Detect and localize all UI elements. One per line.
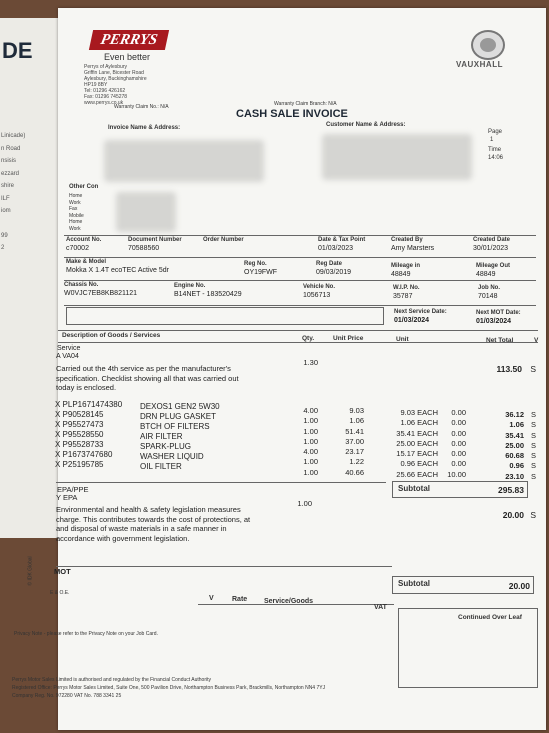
job-no: 70148 xyxy=(478,293,498,300)
contact-type: Work xyxy=(69,225,81,232)
next-service-date: 01/03/2024 xyxy=(394,317,430,324)
redacted-contacts xyxy=(116,192,176,232)
part-total: 23.10 xyxy=(505,471,524,481)
part-qty: 4.00 xyxy=(303,447,318,457)
created-by: Amy Marsters xyxy=(391,245,435,252)
divider xyxy=(56,566,392,567)
dealer-address xyxy=(84,64,174,106)
part-units xyxy=(386,408,438,480)
page-number: 1 xyxy=(490,137,494,143)
wip-no-label: W.I.P. No. xyxy=(393,285,420,291)
part-total: 36.12 xyxy=(505,410,524,419)
part-discount: 0.00 xyxy=(451,438,466,448)
unit-header: Unit xyxy=(396,336,409,343)
background-document-lines xyxy=(1,130,25,255)
part-name: DRN PLUG GASKET xyxy=(140,412,217,421)
next-mot-label: Next MOT Date: xyxy=(476,310,521,316)
part-unit: 25.00 EACH xyxy=(396,438,438,448)
vat-header: VAT xyxy=(374,604,387,611)
side-line: nsisis xyxy=(1,158,17,164)
part-qty: 1.00 xyxy=(303,467,318,477)
side-line: ILF xyxy=(1,195,10,202)
address-line: Perrys of Aylesbury xyxy=(84,64,127,70)
part-price: 51.41 xyxy=(345,426,364,436)
part-vat-code: S xyxy=(530,430,536,440)
part-unit: 25.66 EACH xyxy=(396,469,438,479)
part-discount: 0.00 xyxy=(451,459,466,469)
part-discount: 0.00 xyxy=(451,408,466,417)
document-title: CASH SALE INVOICE xyxy=(236,108,348,120)
tax-point-label: Date & Tax Point xyxy=(318,237,366,243)
service-total: 113.50 xyxy=(496,364,522,374)
warranty-claim-no: Warranty Claim No.: N/A xyxy=(114,104,169,110)
make-model: Mokka X 1.4T ecoTEC Active 5dr xyxy=(66,267,169,274)
side-line: shire xyxy=(1,183,15,189)
qty-header: Qty. xyxy=(302,335,315,342)
background-document-heading: DE xyxy=(2,38,33,63)
continued-over-leaf: Continued Over Leaf xyxy=(458,614,522,621)
part-price: 1.06 xyxy=(349,416,364,426)
divider xyxy=(64,235,536,236)
part-qty: 1.00 xyxy=(303,457,318,467)
service-section-label: Service xyxy=(57,345,81,352)
divider xyxy=(58,330,538,331)
vehicle-no: 1056713 xyxy=(303,292,331,299)
make-model-label: Make & Model xyxy=(66,259,107,265)
side-line: n Road xyxy=(1,145,21,152)
mileage-in-label: Mileage in xyxy=(391,263,421,269)
part-code: X P95528733 xyxy=(55,440,104,449)
epa-description: Environmental and health & safety legislation measures charge. This contributes towards the cost of protections, at and disposal of waste materials in a safe manner in accordance with government legislation. xyxy=(56,505,251,543)
part-name: SPARK-PLUG xyxy=(140,442,191,451)
part-price: 23.17 xyxy=(345,447,364,457)
redacted-customer-address xyxy=(322,134,472,180)
mot-subtotal-label: Subtotal xyxy=(398,579,430,588)
part-prices xyxy=(336,406,364,478)
tax-point-date: 01/03/2023 xyxy=(318,245,354,252)
chassis-no: W0VJC7EB8KB821121 xyxy=(64,290,138,297)
other-contact-label: Other Con xyxy=(69,184,99,190)
subtotal-value: 295.83 xyxy=(498,485,524,495)
customer-address-label: Customer Name & Address: xyxy=(326,122,406,128)
epa-section-label: EPA/PPE xyxy=(57,485,89,494)
part-unit: 9.03 EACH xyxy=(400,408,438,417)
footer-line: Registered Office: Perrys Motor Sales Limited, Suite One, 500 Pavilion Drive, Northampton Business Park, Brackmills, Northampton NN4 7YJ xyxy=(12,685,326,691)
part-name: WASHER LIQUID xyxy=(140,452,204,461)
side-line: Linicade) xyxy=(1,133,26,139)
part-discounts xyxy=(442,408,466,480)
part-qtys xyxy=(290,406,318,478)
time-label: Time xyxy=(488,147,502,153)
mot-section-label: MOT xyxy=(54,567,71,576)
side-line: iom xyxy=(1,208,11,214)
unit-price-header: Unit Price xyxy=(333,335,364,342)
part-code: X P25195785 xyxy=(55,460,104,469)
vertical-copyright: © IDK Global xyxy=(27,556,34,586)
vehicle-no-label: Vehicle No. xyxy=(303,284,336,290)
address-line: HP19 8BY xyxy=(84,82,108,88)
part-total: 35.41 xyxy=(505,430,524,440)
job-no-label: Job No. xyxy=(478,285,500,291)
address-line: Tel: 01296 426162 xyxy=(84,88,126,94)
part-names xyxy=(140,402,250,472)
address-line: Griffin Lane, Bicester Road xyxy=(84,70,144,76)
order-number-label: Order Number xyxy=(203,237,244,243)
created-date: 30/01/2023 xyxy=(473,245,509,252)
side-line: ezzard xyxy=(1,170,20,177)
page-label: Page xyxy=(488,129,503,135)
dealer-tagline: Even better xyxy=(104,52,151,62)
part-unit: 1.06 EACH xyxy=(400,418,438,428)
divider xyxy=(58,342,538,343)
invoice-address-label: Invoice Name & Address: xyxy=(108,125,181,131)
divider xyxy=(64,257,536,258)
part-vat-code: S xyxy=(530,471,536,481)
divider xyxy=(64,280,536,281)
part-price: 9.03 xyxy=(349,406,364,415)
part-qty: 1.00 xyxy=(303,416,318,426)
service-qty: 1.30 xyxy=(303,358,318,367)
reg-no-label: Reg No. xyxy=(244,261,267,267)
net-total-header: Net Total xyxy=(486,337,514,344)
contact-type: Home xyxy=(69,193,83,199)
contact-type: Home xyxy=(69,219,83,225)
part-vat-code: S xyxy=(530,451,536,461)
account-no-label: Account No. xyxy=(66,237,102,243)
service-goods-header: Service/Goods xyxy=(264,598,314,605)
part-code: X P95528550 xyxy=(55,430,104,439)
part-name: DEXOS1 GEN2 5W30 xyxy=(140,402,220,411)
epa-total: 20.00 xyxy=(502,510,524,520)
created-by-label: Created By xyxy=(391,237,423,243)
warranty-claim-branch: Warranty Claim Branch: N/A xyxy=(274,101,337,107)
reg-date-label: Reg Date xyxy=(316,261,343,267)
perrys-logo: PERRYS xyxy=(89,30,169,50)
address-line: Aylesbury, Buckinghamshire xyxy=(84,76,147,82)
epa-vat-code: S xyxy=(530,510,536,520)
part-name: AIR FILTER xyxy=(140,432,183,441)
part-total: 25.00 xyxy=(505,440,524,450)
wip-no: 35787 xyxy=(393,293,413,300)
part-price: 1.22 xyxy=(349,457,364,467)
part-discount: 0.00 xyxy=(451,449,466,459)
mileage-out: 48849 xyxy=(476,271,496,278)
part-total: 60.68 xyxy=(505,451,524,461)
divider xyxy=(64,305,536,306)
vauxhall-logo-text: VAUXHALL xyxy=(456,60,503,69)
footer-line: Company Reg. No. 972280 VAT No. 788 3341 25 xyxy=(12,693,122,699)
mileage-out-label: Mileage Out xyxy=(476,263,511,269)
document-number: 70588560 xyxy=(128,245,160,252)
part-code: X P1673747680 xyxy=(55,450,113,459)
part-qty: 1.00 xyxy=(303,436,318,446)
next-service-label: Next Service Date: xyxy=(394,309,447,315)
part-vat-code: S xyxy=(530,461,536,471)
part-code: X P90528145 xyxy=(55,410,104,419)
privacy-note: Privacy Note - please refer to the Privacy Note on your Job Card. xyxy=(14,631,158,637)
account-no: c70002 xyxy=(66,245,89,252)
address-line: Fax: 01296 745278 xyxy=(84,94,128,100)
side-line: 2 xyxy=(1,245,5,251)
next-mot-date: 01/03/2024 xyxy=(476,318,512,325)
part-name: OIL FILTER xyxy=(140,462,182,471)
part-discount: 0.00 xyxy=(451,428,466,438)
part-unit: 35.41 EACH xyxy=(396,428,438,438)
part-discount: 0.00 xyxy=(451,418,466,428)
subtotal-label: Subtotal xyxy=(398,484,430,493)
part-price: 40.66 xyxy=(345,467,364,477)
notes-box xyxy=(66,307,384,325)
redacted-invoice-address xyxy=(104,140,264,182)
mot-subtotal-value: 20.00 xyxy=(508,581,530,591)
footer-line: Perrys Motor Sales Limited is authorised and regulated by the Financial Conduct Authority xyxy=(12,677,211,683)
chassis-no-label: Chassis No. xyxy=(64,282,99,288)
part-code: X P95527473 xyxy=(55,420,104,429)
background-document xyxy=(0,18,61,538)
contact-type: Work xyxy=(69,199,81,206)
mileage-in: 48849 xyxy=(391,271,411,278)
divider xyxy=(56,482,386,483)
service-description: Carried out the 4th service as per the manufacturer's specification. Checklist showing all that was carried out today is enclosed. xyxy=(56,364,239,392)
reg-date: 09/03/2019 xyxy=(316,269,352,276)
footer-legal xyxy=(12,676,452,700)
reg-no: OY19FWF xyxy=(244,269,278,276)
epa-qty: 1.00 xyxy=(297,499,312,508)
address-line: www.perrys.co.uk xyxy=(84,100,124,106)
part-unit: 0.96 EACH xyxy=(400,459,438,469)
part-discount: 10.00 xyxy=(447,469,466,479)
part-unit: 15.17 EACH xyxy=(396,449,438,459)
contact-type-list xyxy=(69,193,84,232)
service-code: A VA04 xyxy=(56,353,79,360)
part-qty: 1.00 xyxy=(303,426,318,436)
part-vat-code: S xyxy=(530,420,536,430)
engine-no-label: Engine No. xyxy=(174,283,206,289)
document-number-label: Document Number xyxy=(128,237,182,243)
vauxhall-griffin-icon xyxy=(471,30,505,60)
service-vat-code: S xyxy=(530,364,536,374)
part-total: 0.96 xyxy=(509,461,524,471)
eoe-note: E & O.E. xyxy=(50,590,70,596)
part-vat-code: S xyxy=(530,410,536,419)
created-date-label: Created Date xyxy=(473,237,511,243)
vat-code-header: V xyxy=(534,337,539,344)
vat-rate-header: Rate xyxy=(232,596,248,603)
epa-code: Y EPA xyxy=(56,493,78,502)
part-totals xyxy=(486,410,524,482)
part-vat-codes xyxy=(528,410,536,482)
time-value: 14:06 xyxy=(488,155,504,161)
contact-type: Fax xyxy=(69,206,78,212)
part-code: X PLP1671474380 xyxy=(55,400,123,409)
vat-table-v-header: V xyxy=(209,595,214,602)
engine-no: B14NET - 183520429 xyxy=(174,291,242,298)
part-price: 37.00 xyxy=(345,436,364,446)
contact-type: Mobile xyxy=(69,212,84,219)
part-vat-code: S xyxy=(530,440,536,450)
part-qty: 4.00 xyxy=(303,406,318,415)
part-total: 1.06 xyxy=(509,420,524,430)
part-name: BTCH OF FILTERS xyxy=(140,422,210,431)
side-line: 99 xyxy=(1,232,8,239)
description-header: Description of Goods / Services xyxy=(62,332,161,339)
